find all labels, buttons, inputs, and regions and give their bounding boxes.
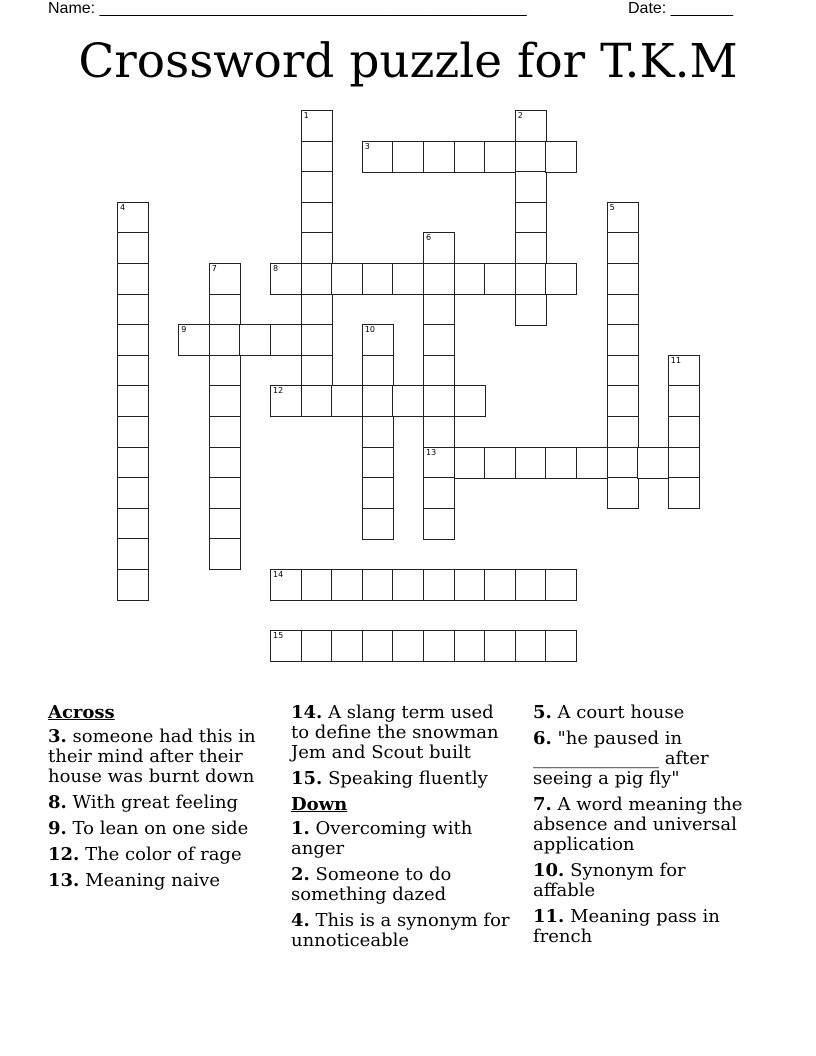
grid-cell[interactable] <box>668 477 700 509</box>
grid-cell[interactable] <box>668 385 700 417</box>
clue-number: 15 <box>273 631 284 641</box>
name-blank: ________________________________________________ <box>99 0 527 17</box>
grid-cell[interactable] <box>392 141 424 173</box>
grid-cell[interactable] <box>423 630 455 662</box>
grid-cell[interactable] <box>484 141 516 173</box>
date-label: Date: <box>628 0 671 17</box>
grid-cell[interactable] <box>484 569 516 601</box>
grid-cell[interactable] <box>117 385 149 417</box>
grid-cell[interactable] <box>117 508 149 540</box>
grid-cell[interactable] <box>668 416 700 448</box>
grid-cell[interactable] <box>454 447 486 479</box>
clue-down-5: 5. A court house <box>533 702 685 723</box>
grid-cell[interactable] <box>209 477 241 509</box>
grid-cell[interactable] <box>515 232 547 264</box>
grid-cell[interactable] <box>362 630 394 662</box>
clue-number: 12 <box>273 386 284 396</box>
grid-cell[interactable] <box>515 630 547 662</box>
clue-down-11: 11. Meaning pass in french <box>533 906 720 947</box>
grid-cell[interactable] <box>301 171 333 203</box>
grid-cell[interactable] <box>392 630 424 662</box>
grid-cell[interactable] <box>607 294 639 326</box>
grid-cell[interactable] <box>209 416 241 448</box>
clue-down-7: 7. A word meaning the absence and universal application <box>533 794 743 855</box>
clue-number: 2 <box>517 111 523 120</box>
grid-cell[interactable] <box>178 324 210 356</box>
grid-cell[interactable] <box>362 141 394 173</box>
grid-cell[interactable] <box>270 324 302 356</box>
grid-cell[interactable] <box>117 477 149 509</box>
clue-number: 9 <box>181 325 187 335</box>
grid-cell[interactable] <box>209 538 241 570</box>
grid-cell[interactable] <box>392 263 424 295</box>
clue-down-10: 10. Synonym for affable <box>533 860 686 901</box>
grid-cell[interactable] <box>117 355 149 387</box>
grid-cell[interactable] <box>209 294 241 326</box>
grid-cell[interactable] <box>117 294 149 326</box>
grid-cell[interactable] <box>331 263 363 295</box>
grid-cell[interactable] <box>515 294 547 326</box>
grid-cell[interactable] <box>545 141 577 173</box>
grid-cell[interactable] <box>117 569 149 601</box>
clue-down-4: 4. This is a synonym for unnoticeable <box>291 910 510 951</box>
grid-cell[interactable] <box>484 447 516 479</box>
grid-cell[interactable] <box>515 171 547 203</box>
grid-cell[interactable] <box>423 416 455 448</box>
grid-cell[interactable] <box>454 263 486 295</box>
clue-across-14: 14. A slang term used to define the snowman Jem and Scout built <box>291 702 499 763</box>
grid-cell[interactable] <box>607 324 639 356</box>
grid-cell[interactable] <box>362 416 394 448</box>
grid-cell[interactable] <box>668 447 700 479</box>
clue-number: 13 <box>426 447 437 457</box>
clue-down-2: 2. Someone to do something dazed <box>291 864 452 905</box>
grid-cell[interactable] <box>515 263 547 295</box>
grid-cell[interactable] <box>301 569 333 601</box>
grid-cell[interactable] <box>423 477 455 509</box>
grid-cell[interactable] <box>607 416 639 448</box>
grid-cell[interactable] <box>423 141 455 173</box>
grid-cell[interactable] <box>117 202 149 234</box>
grid-cell[interactable] <box>607 202 639 234</box>
grid-cell[interactable] <box>239 324 271 356</box>
down-heading: Down <box>291 794 348 815</box>
grid-cell[interactable] <box>209 508 241 540</box>
grid-cell[interactable] <box>545 630 577 662</box>
grid-cell[interactable] <box>117 263 149 295</box>
grid-cell[interactable] <box>515 141 547 173</box>
grid-cell[interactable] <box>301 385 333 417</box>
grid-cell[interactable] <box>301 202 333 234</box>
grid-cell[interactable] <box>117 447 149 479</box>
clue-down-6: 6. "he paused in ______________ after seeing a pig fly" <box>533 728 709 789</box>
clue-across-8: 8. With great feeling <box>48 792 239 813</box>
grid-cell[interactable] <box>576 447 608 479</box>
grid-cell[interactable] <box>301 110 333 142</box>
grid-cell[interactable] <box>607 477 639 509</box>
grid-cell[interactable] <box>331 630 363 662</box>
page-title: Crossword puzzle for T.K.M <box>78 34 738 89</box>
grid-cell[interactable] <box>362 263 394 295</box>
grid-cell[interactable] <box>301 630 333 662</box>
grid-cell[interactable] <box>209 355 241 387</box>
grid-cell[interactable] <box>270 263 302 295</box>
grid-cell[interactable] <box>301 141 333 173</box>
grid-cell[interactable] <box>301 294 333 326</box>
clues-column-2 <box>291 703 513 957</box>
grid-cell[interactable] <box>331 569 363 601</box>
grid-cell[interactable] <box>301 232 333 264</box>
grid-cell[interactable] <box>423 324 455 356</box>
grid-cell[interactable] <box>270 569 302 601</box>
grid-cell[interactable] <box>423 232 455 264</box>
grid-cell[interactable] <box>117 232 149 264</box>
grid-cell[interactable] <box>423 385 455 417</box>
clue-number: 3 <box>364 141 370 151</box>
grid-cell[interactable] <box>209 447 241 479</box>
name-label: Name: <box>48 0 100 17</box>
date-blank: _______ <box>670 0 733 17</box>
grid-cell[interactable] <box>484 630 516 662</box>
grid-cell[interactable] <box>515 569 547 601</box>
grid-cell[interactable] <box>607 263 639 295</box>
grid-cell[interactable] <box>607 232 639 264</box>
grid-cell[interactable] <box>545 569 577 601</box>
grid-cell[interactable] <box>209 324 241 356</box>
grid-cell[interactable] <box>301 263 333 295</box>
clues-column-3 <box>533 703 743 953</box>
grid-cell[interactable] <box>454 569 486 601</box>
grid-cell[interactable] <box>331 385 363 417</box>
grid-cell[interactable] <box>362 385 394 417</box>
grid-cell[interactable] <box>607 355 639 387</box>
clues-column-1 <box>48 703 280 897</box>
grid-cell[interactable] <box>423 355 455 387</box>
grid-cell[interactable] <box>392 385 424 417</box>
clue-across-12: 12. The color of rage <box>48 844 242 865</box>
grid-cell[interactable] <box>362 508 394 540</box>
clue-across-9: 9. To lean on one side <box>48 818 249 839</box>
clue-across-15: 15. Speaking fluently <box>291 768 488 789</box>
grid-cell[interactable] <box>423 263 455 295</box>
grid-cell[interactable] <box>362 447 394 479</box>
grid-cell[interactable] <box>270 630 302 662</box>
grid-cell[interactable] <box>607 447 639 479</box>
clue-across-13: 13. Meaning naive <box>48 870 220 891</box>
grid-cell[interactable] <box>117 324 149 356</box>
clue-number: 10 <box>364 325 375 335</box>
clue-across-3: 3. someone had this in their mind after their house was burnt down <box>48 726 256 787</box>
clue-number: 5 <box>609 202 615 212</box>
grid-cell[interactable] <box>117 416 149 448</box>
grid-cell[interactable] <box>637 447 669 479</box>
grid-cell[interactable] <box>209 263 241 295</box>
grid-cell[interactable] <box>301 324 333 356</box>
grid-cell[interactable] <box>545 447 577 479</box>
clue-number: 8 <box>273 264 279 273</box>
grid-cell[interactable] <box>117 538 149 570</box>
grid-cell[interactable] <box>209 385 241 417</box>
grid-cell[interactable] <box>362 324 394 356</box>
across-heading: Across <box>48 702 115 723</box>
grid-cell[interactable] <box>362 477 394 509</box>
grid-cell[interactable] <box>545 263 577 295</box>
grid-cell[interactable] <box>454 385 486 417</box>
grid-cell[interactable] <box>423 508 455 540</box>
clue-number: 1 <box>303 111 309 120</box>
grid-cell[interactable] <box>423 294 455 326</box>
grid-cell[interactable] <box>668 355 700 387</box>
grid-cell[interactable] <box>423 447 455 479</box>
grid-cell[interactable] <box>515 447 547 479</box>
grid-cell[interactable] <box>515 202 547 234</box>
clue-number: 4 <box>120 202 126 212</box>
clue-number: 11 <box>670 355 681 365</box>
grid-cell[interactable] <box>362 355 394 387</box>
grid-cell[interactable] <box>362 569 394 601</box>
grid-cell[interactable] <box>607 385 639 417</box>
grid-cell[interactable] <box>515 110 547 142</box>
grid-cell[interactable] <box>301 355 333 387</box>
grid-cell[interactable] <box>454 630 486 662</box>
clue-number: 6 <box>426 233 432 243</box>
grid-cell[interactable] <box>484 263 516 295</box>
grid-cell[interactable] <box>423 569 455 601</box>
grid-cell[interactable] <box>270 385 302 417</box>
grid-cell[interactable] <box>454 141 486 173</box>
clue-down-1: 1. Overcoming with anger <box>291 818 473 859</box>
clue-number: 14 <box>273 570 284 579</box>
grid-cell[interactable] <box>392 569 424 601</box>
clue-number: 7 <box>211 264 217 273</box>
